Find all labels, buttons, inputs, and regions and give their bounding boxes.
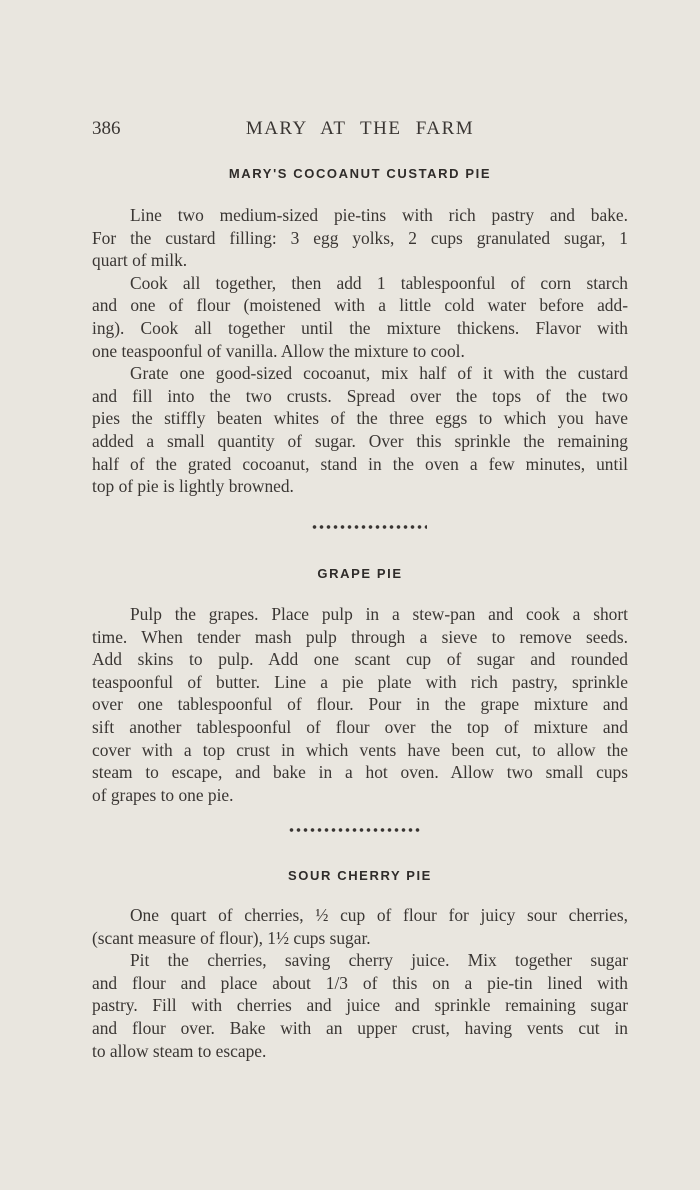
text-line: Cook all together, then add 1 tablespoonful of corn starch bbox=[130, 272, 628, 293]
text-line: steam to escape, and bake in a hot oven. Allow two small cups bbox=[92, 762, 628, 783]
text-line: one teaspoonful of vanilla. Allow the mixture to cool. bbox=[92, 340, 465, 361]
text-line: and one of flour (moistened with a little cold water before add- bbox=[92, 295, 628, 316]
text-line: For the custard filling: 3 egg yolks, 2 cups granulated sugar, 1 bbox=[92, 227, 628, 248]
ornamental-divider bbox=[288, 826, 422, 834]
section-title-grape-pie: GRAPE PIE bbox=[317, 566, 403, 581]
ornamental-divider bbox=[311, 523, 427, 531]
paragraph bbox=[92, 949, 628, 1062]
paragraph bbox=[92, 603, 628, 806]
paragraph bbox=[92, 272, 628, 362]
paragraph bbox=[92, 904, 628, 949]
text-line: teaspoonful of butter. Line a pie plate with rich pastry, sprinkle bbox=[92, 671, 628, 692]
text-line: and fill into the two crusts. Spread over the tops of the two bbox=[92, 385, 628, 406]
text-line: Pit the cherries, saving cherry juice. Mix together sugar bbox=[130, 950, 628, 971]
text-line: over one tablespoonful of flour. Pour in the grape mixture and bbox=[92, 694, 628, 715]
text-line: ing). Cook all together until the mixture thickens. Flavor with bbox=[92, 317, 628, 338]
text-line: and flour over. Bake with an upper crust, having vents cut in bbox=[92, 1017, 628, 1038]
text-line: and flour and place about 1/3 of this on a pie-tin lined with bbox=[92, 972, 628, 993]
running-title: MARY AT THE FARM bbox=[245, 118, 475, 139]
text-line: time. When tender mash pulp through a sieve to remove seeds. bbox=[92, 626, 628, 647]
page-number: 386 bbox=[92, 118, 121, 139]
section-title-cocoanut-custard-pie: MARY'S COCOANUT CUSTARD PIE bbox=[228, 166, 492, 181]
text-line: Add skins to pulp. Add one scant cup of sugar and rounded bbox=[92, 649, 628, 670]
text-line: sift another tablespoonful of flour over the top of mixture and bbox=[92, 716, 628, 737]
text-line: Pulp the grapes. Place pulp in a stew-pan and cook a short bbox=[130, 604, 628, 624]
paragraph bbox=[92, 204, 628, 272]
section-title-sour-cherry-pie: SOUR CHERRY PIE bbox=[288, 868, 432, 883]
text-line: Line two medium-sized pie-tins with rich pastry and bake. bbox=[130, 205, 628, 225]
text-line: pies the stiffly beaten whites of the three eggs to which you have bbox=[92, 408, 628, 429]
text-line: Grate one good-sized cocoanut, mix half of it with the custard bbox=[130, 363, 628, 384]
section-body-sour-cherry-pie bbox=[92, 904, 628, 1062]
text-line: (scant measure of flour), 1½ cups sugar. bbox=[92, 927, 371, 948]
text-line: quart of milk. bbox=[92, 250, 188, 271]
section-body-cocoanut-custard-pie bbox=[92, 204, 628, 498]
text-line: One quart of cherries, ½ cup of flour for juicy sour cherries, bbox=[130, 905, 628, 925]
text-line: of grapes to one pie. bbox=[92, 784, 234, 805]
running-header bbox=[92, 118, 628, 144]
text-line: added a small quantity of sugar. Over this sprinkle the remaining bbox=[92, 430, 628, 451]
text-line: half of the grated cocoanut, stand in the oven a few minutes, until bbox=[92, 453, 628, 474]
paragraph bbox=[92, 362, 628, 498]
section-body-grape-pie bbox=[92, 603, 628, 806]
text-line: top of pie is lightly browned. bbox=[92, 476, 294, 497]
text-line: cover with a top crust in which vents have been cut, to allow the bbox=[92, 739, 628, 760]
text-line: pastry. Fill with cherries and juice and sprinkle remaining sugar bbox=[92, 995, 628, 1016]
text-line: to allow steam to escape. bbox=[92, 1040, 267, 1061]
